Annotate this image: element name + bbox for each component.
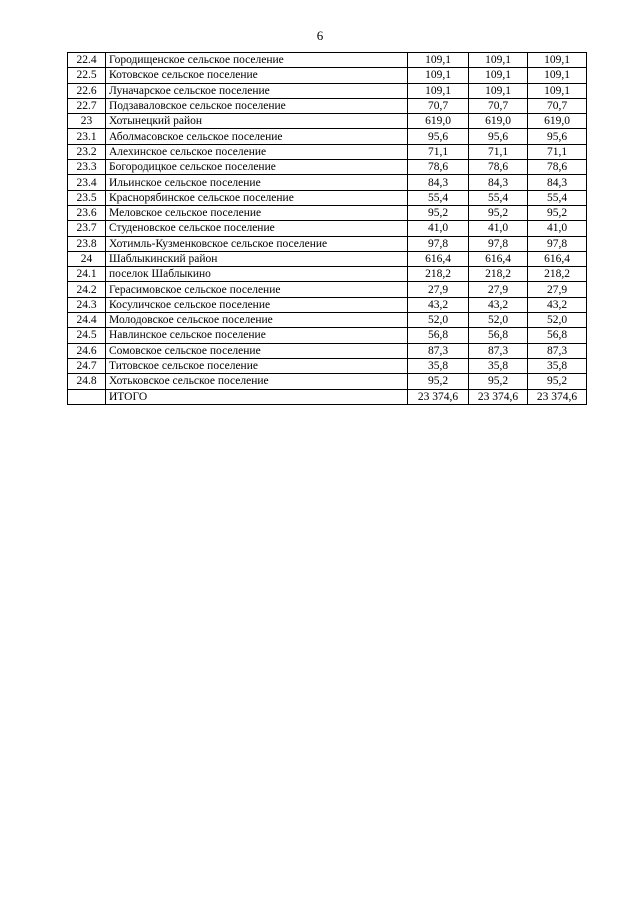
amount-col-2: 52,0: [469, 313, 528, 328]
table-row: [68, 267, 587, 282]
municipality-name: Хотьковское сельское поселение: [106, 374, 408, 389]
row-number: 23.7: [68, 221, 106, 236]
table-row: [68, 297, 587, 312]
municipality-name: Хотынецкий район: [106, 114, 408, 129]
table-body: [68, 53, 587, 405]
amount-col-2: 71,1: [469, 144, 528, 159]
municipality-name: Навлинское сельское поселение: [106, 328, 408, 343]
municipality-name: Студеновское сельское поселение: [106, 221, 408, 236]
amount-col-2: 218,2: [469, 267, 528, 282]
table-row: [68, 83, 587, 98]
amount-col-3: 78,6: [528, 160, 587, 175]
amount-col-3: 616,4: [528, 251, 587, 266]
amount-col-1: 95,6: [408, 129, 469, 144]
municipality-name: Сомовское сельское поселение: [106, 343, 408, 358]
row-number: 23.6: [68, 205, 106, 220]
amount-col-1: 87,3: [408, 343, 469, 358]
amount-col-3: 56,8: [528, 328, 587, 343]
amount-col-1: 619,0: [408, 114, 469, 129]
row-number: 23: [68, 114, 106, 129]
amount-col-1: 109,1: [408, 53, 469, 68]
amount-col-3: 70,7: [528, 98, 587, 113]
amount-col-3: 87,3: [528, 343, 587, 358]
amount-col-2: 95,2: [469, 374, 528, 389]
amount-col-3: 41,0: [528, 221, 587, 236]
amount-col-1: 41,0: [408, 221, 469, 236]
table-row: [68, 374, 587, 389]
amount-col-2: 619,0: [469, 114, 528, 129]
amount-col-3: 43,2: [528, 297, 587, 312]
amount-col-2: 109,1: [469, 53, 528, 68]
amount-col-3: 84,3: [528, 175, 587, 190]
row-number: 24.8: [68, 374, 106, 389]
table-row: [68, 236, 587, 251]
amount-col-3: 109,1: [528, 83, 587, 98]
municipality-name: Хотимль-Кузменковское сельское поселение: [106, 236, 408, 251]
amount-col-2: 84,3: [469, 175, 528, 190]
municipality-name: Аболмасовское сельское поселение: [106, 129, 408, 144]
row-number: 24.4: [68, 313, 106, 328]
municipality-name: Городищенское сельское поселение: [106, 53, 408, 68]
amount-col-2: 56,8: [469, 328, 528, 343]
amount-col-1: 218,2: [408, 267, 469, 282]
amount-col-1: 109,1: [408, 68, 469, 83]
amount-col-2: 109,1: [469, 83, 528, 98]
amount-col-1: 616,4: [408, 251, 469, 266]
amount-col-2: 41,0: [469, 221, 528, 236]
amount-col-1: 52,0: [408, 313, 469, 328]
amount-col-2: 70,7: [469, 98, 528, 113]
amount-col-3: 95,2: [528, 374, 587, 389]
amount-col-1: 27,9: [408, 282, 469, 297]
amount-col-1: 109,1: [408, 83, 469, 98]
municipality-name: Молодовское сельское поселение: [106, 313, 408, 328]
amount-col-2: 97,8: [469, 236, 528, 251]
table-row: [68, 313, 587, 328]
municipality-name: Ильинское сельское поселение: [106, 175, 408, 190]
municipality-name: Косуличское сельское поселение: [106, 297, 408, 312]
page-number: 6: [316, 28, 324, 43]
amount-col-3: 95,2: [528, 205, 587, 220]
municipality-name: поселок Шаблыкино: [106, 267, 408, 282]
amount-col-2: 616,4: [469, 251, 528, 266]
table-row: [68, 144, 587, 159]
table-row: [68, 160, 587, 175]
row-number: 23.8: [68, 236, 106, 251]
row-number: 24.7: [68, 358, 106, 373]
amount-col-3: 52,0: [528, 313, 587, 328]
table-row: [68, 129, 587, 144]
amount-col-2: 23 374,6: [469, 389, 528, 404]
amount-col-1: 55,4: [408, 190, 469, 205]
row-number: 22.4: [68, 53, 106, 68]
amount-col-3: 23 374,6: [528, 389, 587, 404]
row-number: 22.5: [68, 68, 106, 83]
amount-col-1: 71,1: [408, 144, 469, 159]
municipality-name: Герасимовское сельское поселение: [106, 282, 408, 297]
total-label: ИТОГО: [106, 389, 408, 404]
table-row: [68, 114, 587, 129]
municipality-name: Краснорябинское сельское поселение: [106, 190, 408, 205]
amount-col-1: 84,3: [408, 175, 469, 190]
table-row: [68, 282, 587, 297]
municipality-name: Титовское сельское поселение: [106, 358, 408, 373]
row-number: 23.3: [68, 160, 106, 175]
row-number: 23.1: [68, 129, 106, 144]
municipality-name: Богородицкое сельское поселение: [106, 160, 408, 175]
amount-col-3: 95,6: [528, 129, 587, 144]
amount-col-1: 78,6: [408, 160, 469, 175]
amount-col-1: 35,8: [408, 358, 469, 373]
amount-col-2: 87,3: [469, 343, 528, 358]
amount-col-1: 56,8: [408, 328, 469, 343]
amount-col-1: 43,2: [408, 297, 469, 312]
total-row: [68, 389, 587, 404]
table-row: [68, 328, 587, 343]
row-number: 24.6: [68, 343, 106, 358]
row-number: [68, 389, 106, 404]
row-number: 23.2: [68, 144, 106, 159]
table-row: [68, 98, 587, 113]
row-number: 24: [68, 251, 106, 266]
amount-col-2: 43,2: [469, 297, 528, 312]
municipality-name: Меловское сельское поселение: [106, 205, 408, 220]
amount-col-3: 35,8: [528, 358, 587, 373]
amount-col-3: 109,1: [528, 53, 587, 68]
table-row: [68, 251, 587, 266]
amount-col-3: 97,8: [528, 236, 587, 251]
amount-col-3: 71,1: [528, 144, 587, 159]
table-row: [68, 190, 587, 205]
table-row: [68, 221, 587, 236]
table-row: [68, 358, 587, 373]
amount-col-2: 35,8: [469, 358, 528, 373]
municipality-name: Шаблыкинский район: [106, 251, 408, 266]
row-number: 24.1: [68, 267, 106, 282]
municipality-name: Котовское сельское поселение: [106, 68, 408, 83]
amount-col-2: 55,4: [469, 190, 528, 205]
municipality-name: Луначарское сельское поселение: [106, 83, 408, 98]
amount-col-2: 27,9: [469, 282, 528, 297]
amount-col-2: 95,2: [469, 205, 528, 220]
amount-col-1: 23 374,6: [408, 389, 469, 404]
amount-col-2: 109,1: [469, 68, 528, 83]
amount-col-2: 78,6: [469, 160, 528, 175]
amount-col-1: 95,2: [408, 374, 469, 389]
table-row: [68, 68, 587, 83]
amount-col-3: 218,2: [528, 267, 587, 282]
row-number: 24.2: [68, 282, 106, 297]
amount-col-3: 27,9: [528, 282, 587, 297]
amount-col-3: 55,4: [528, 190, 587, 205]
amount-col-3: 109,1: [528, 68, 587, 83]
table-row: [68, 53, 587, 68]
row-number: 23.4: [68, 175, 106, 190]
amount-col-3: 619,0: [528, 114, 587, 129]
amount-col-1: 97,8: [408, 236, 469, 251]
table-row: [68, 343, 587, 358]
row-number: 22.7: [68, 98, 106, 113]
amount-col-1: 70,7: [408, 98, 469, 113]
row-number: 24.3: [68, 297, 106, 312]
municipality-name: Алехинское сельское поселение: [106, 144, 408, 159]
amount-col-2: 95,6: [469, 129, 528, 144]
row-number: 23.5: [68, 190, 106, 205]
row-number: 24.5: [68, 328, 106, 343]
row-number: 22.6: [68, 83, 106, 98]
table-row: [68, 175, 587, 190]
table-row: [68, 205, 587, 220]
budget-table: [67, 52, 587, 405]
amount-col-1: 95,2: [408, 205, 469, 220]
municipality-name: Подзаваловское сельское поселение: [106, 98, 408, 113]
